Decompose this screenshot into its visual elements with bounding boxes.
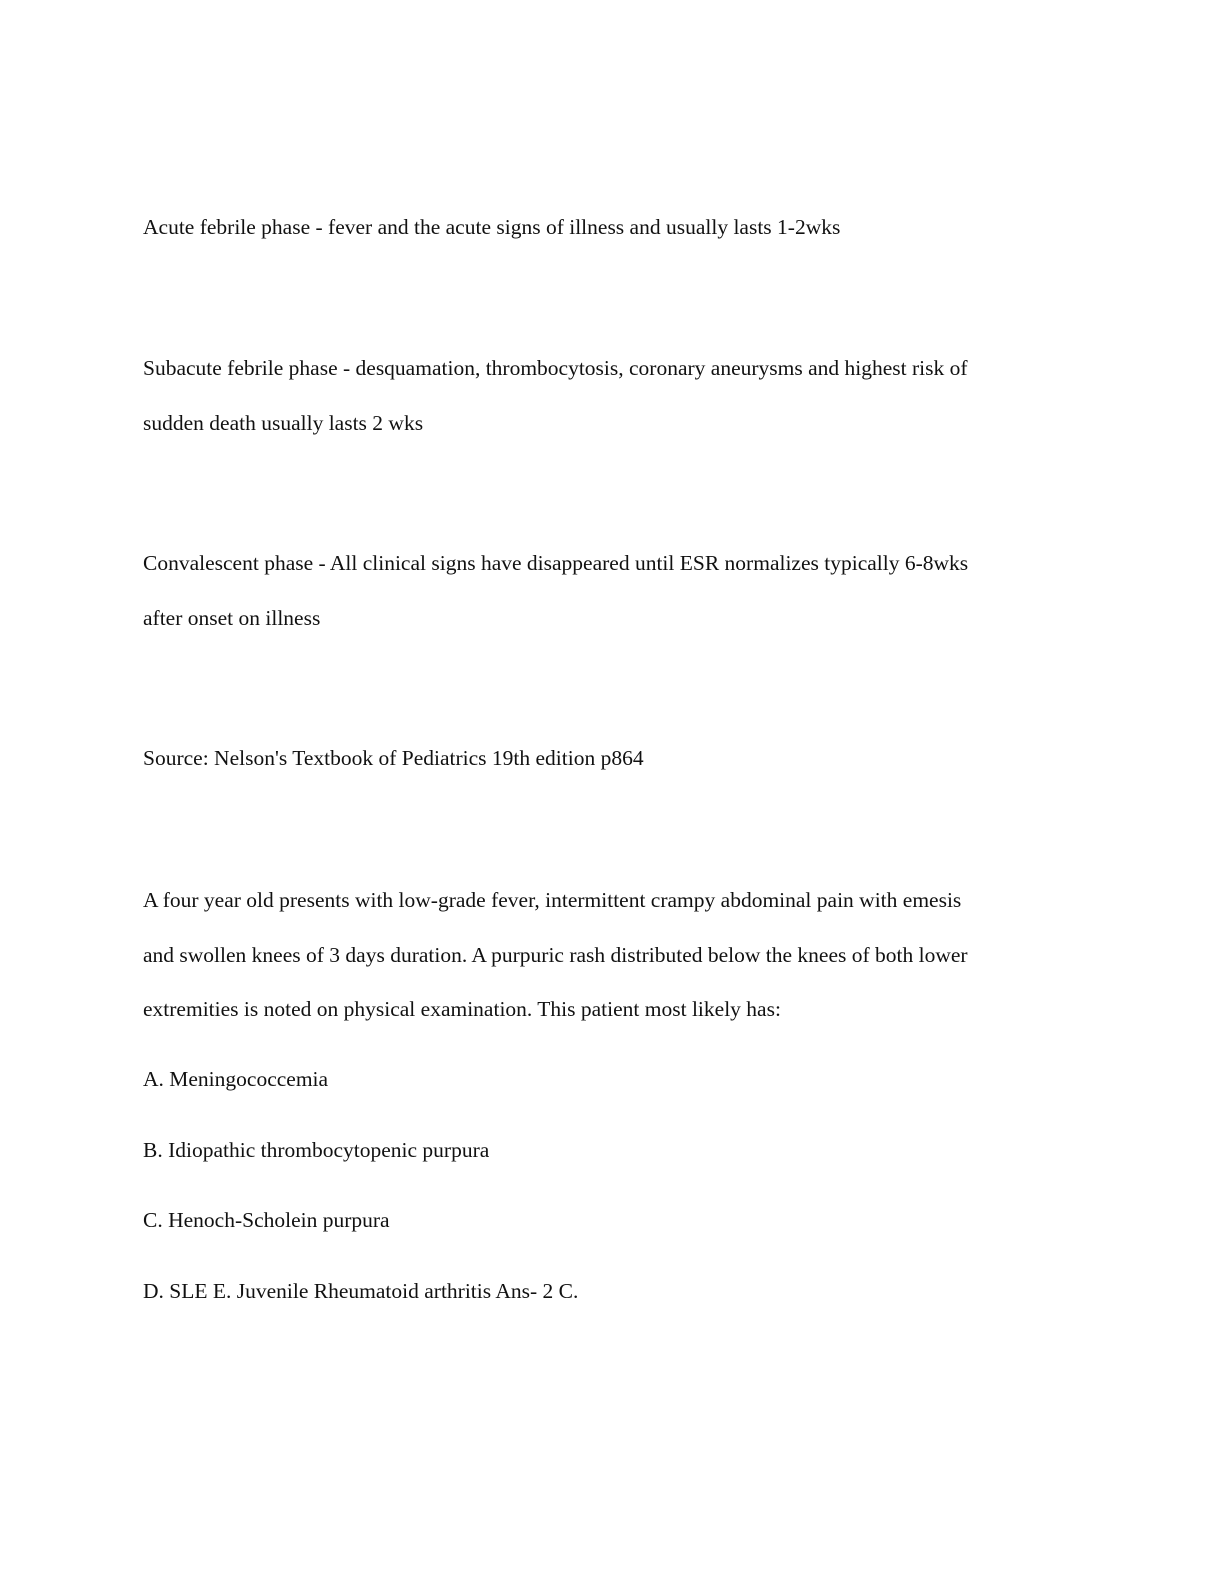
option-a: [143, 1052, 1083, 1107]
option-c-text: C. Henoch-Scholein purpura: [143, 1208, 390, 1232]
source-citation: [143, 731, 1083, 786]
convalescent-phase-line-1: Convalescent phase - All clinical signs have disappeared until ESR normalizes typically 6-8wks: [143, 551, 969, 575]
acute-phase-paragraph: [143, 200, 1083, 255]
question-stem: [143, 873, 1083, 1037]
acute-phase-line-1: Acute febrile phase - fever and the acute signs of illness and usually lasts 1-2wks: [143, 215, 841, 239]
option-a-text: A. Meningococcemia: [143, 1067, 329, 1091]
convalescent-phase-paragraph: [143, 536, 1083, 645]
question-line-1: A four year old presents with low-grade fever, intermittent crampy abdominal pain with emesis: [143, 888, 962, 912]
question-line-2: and swollen knees of 3 days duration. A purpuric rash distributed below the knees of both lower: [143, 942, 968, 967]
subacute-phase-paragraph: [143, 341, 1083, 450]
option-c: [143, 1193, 1083, 1248]
subacute-phase-line-2: sudden death usually lasts 2 wks: [143, 410, 424, 435]
option-b-text: B. Idiopathic thrombocytopenic purpura: [143, 1138, 490, 1162]
option-d-e-answer-text: D. SLE E. Juvenile Rheumatoid arthritis Ans- 2 C.: [143, 1279, 579, 1303]
subacute-phase-line-1: Subacute febrile phase - desquamation, thrombocytosis, coronary aneurysms and highest risk of: [143, 356, 968, 380]
option-b: [143, 1123, 1083, 1178]
convalescent-phase-line-2: after onset on illness: [143, 605, 321, 630]
question-line-3: extremities is noted on physical examination. This patient most likely has:: [143, 997, 781, 1021]
source-line: Source: Nelson's Textbook of Pediatrics 19th edition p864: [143, 746, 644, 770]
option-d-e-answer: [143, 1264, 1083, 1319]
